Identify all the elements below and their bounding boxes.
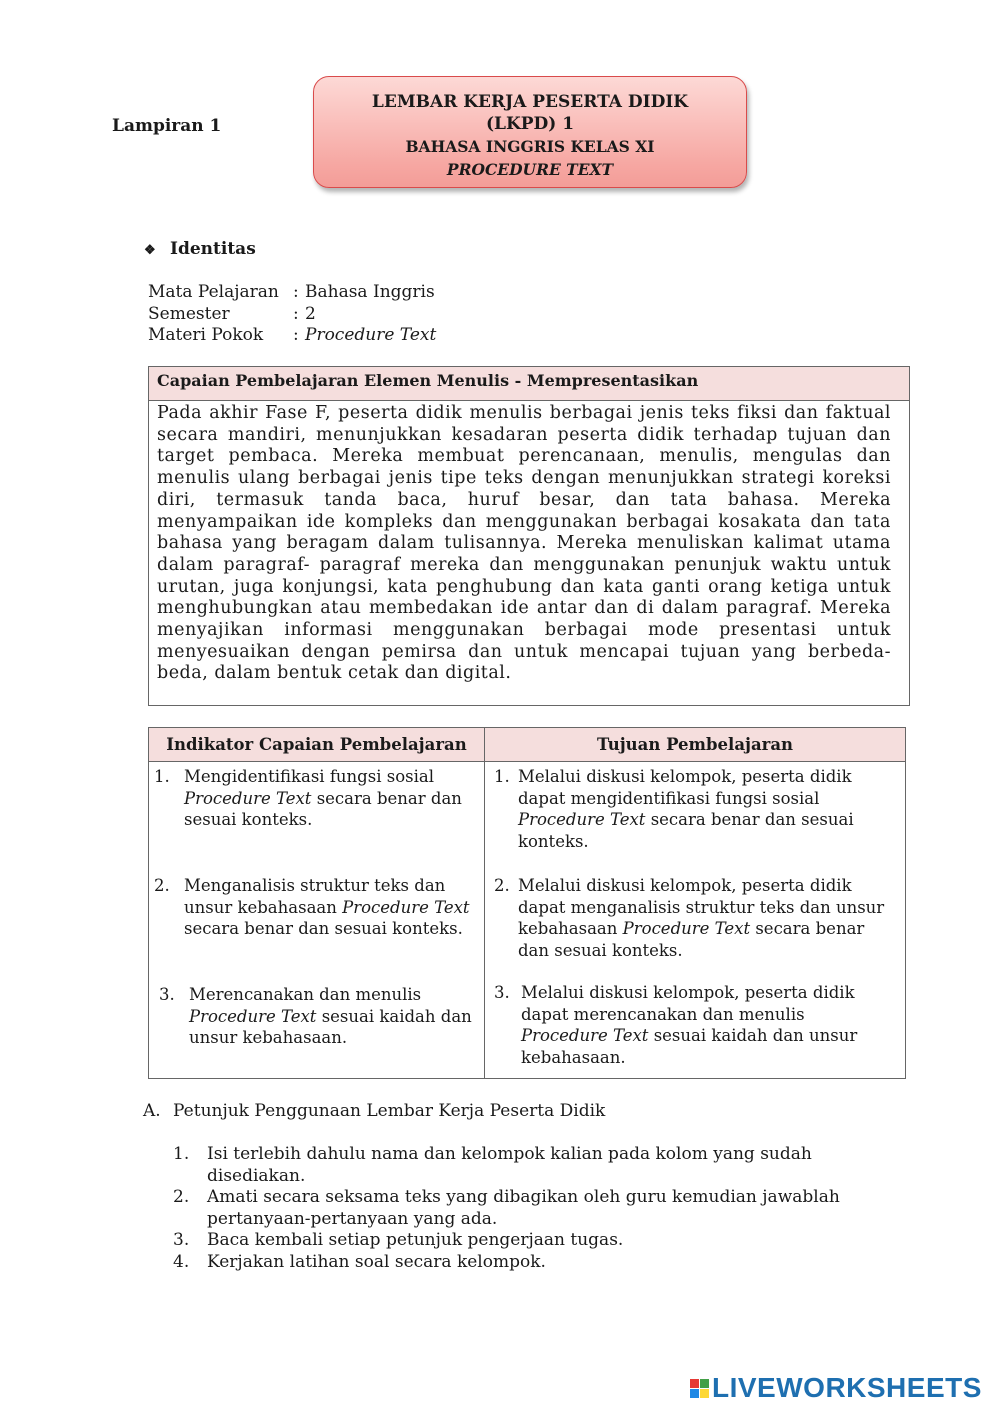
title-line-4: PROCEDURE TEXT: [446, 160, 614, 179]
list-item: [173, 1144, 853, 1187]
capaian-box: [148, 366, 910, 706]
section-number: A.: [143, 1101, 161, 1121]
list-item: [173, 1230, 873, 1252]
capaian-heading: Capaian Pembelajaran Elemen Menulis - Mempresentasikan: [149, 367, 909, 401]
lampiran-label: Lampiran 1: [112, 116, 222, 136]
capaian-body: Pada akhir Fase F, peserta didik menulis berbagai jenis teks fiksi dan faktual secara mandiri, menunjukkan kesadaran peserta didik terhadap tujuan dan target pembaca. Mereka membuat perencanaan, menulis, mengulas dan menulis ulang berbagai jenis tipe teks dengan menunjukkan strategi koreksi diri, termasuk tanda baca, huruf besar, dan tata bahasa. Mereka menyampaikan ide kompleks dan menggunakan berbagai kosakata dan tata bahasa yang beragam dalam tulisannya. Mereka menuliskan kalimat utama dalam paragraf- paragraf mereka dan menggunakan penunjuk waktu untuk urutan, juga konjungsi, kata penghubung dan kata ganti orang ketiga untuk menghubungkan atau membedakan ide antar dan di dalam paragraf. Mereka menyajikan informasi menggunakan berbagai mode presentasi untuk menyesuaikan dengan pemirsa dan untuk mencapai tujuan yang berbeda-beda, dalam bentuk cetak dan digital.: [157, 403, 891, 684]
logo-square: [690, 1389, 699, 1398]
list-item: [494, 766, 891, 875]
item-number: 3.: [494, 983, 510, 1002]
title-line-2: (LKPD) 1: [485, 114, 575, 134]
info-row: [148, 325, 436, 347]
item-text: Amati secara seksama teks yang dibagikan oleh guru kemudian jawablah pertanyaan-pertanyaan yang ada.: [207, 1187, 840, 1229]
petunjuk-list: [173, 1144, 873, 1273]
logo-square: [690, 1379, 699, 1388]
info-value: 2: [305, 303, 316, 324]
item-text: Kerjakan latihan soal secara kelompok.: [207, 1251, 546, 1272]
liveworksheets-logo: [690, 1372, 982, 1404]
item-number: 1.: [154, 767, 170, 786]
info-label: Materi Pokok: [148, 325, 264, 345]
item-text: Baca kembali setiap petunjuk pengerjaan tugas.: [207, 1230, 624, 1250]
tujuan-header: Tujuan Pembelajaran: [485, 728, 906, 762]
item-text: Menganalisis struktur teks dan unsur kebahasaan Procedure Text secara benar dan sesuai konteks.: [184, 876, 470, 938]
petunjuk-heading: [143, 1101, 873, 1121]
indikator-header: Indikator Capaian Pembelajaran: [149, 728, 485, 762]
list-item: [154, 875, 474, 984]
item-text: Mengidentifikasi fungsi sosial Procedure Text secara benar dan sesuai konteks.: [184, 767, 462, 829]
title-line-1: LEMBAR KERJA PESERTA DIDIK: [371, 92, 689, 112]
list-item: [154, 766, 474, 875]
info-separator: :: [293, 282, 299, 302]
info-separator: :: [293, 303, 299, 324]
identitas-heading: [144, 239, 256, 259]
item-text: Melalui diskusi kelompok, peserta didik dapat menganalisis struktur teks dan unsur kebahasaan Procedure Text secara benar dan sesuai konteks.: [518, 876, 885, 960]
item-number: 2.: [494, 876, 510, 895]
item-number: 3.: [159, 985, 175, 1004]
list-item: [494, 875, 891, 982]
identitas-info: [148, 282, 436, 347]
liveworksheets-logo-icon: [690, 1379, 709, 1398]
list-item: [494, 982, 891, 1068]
diamond-bullet-icon: ❖: [144, 243, 156, 258]
item-text: Melalui diskusi kelompok, peserta didik dapat merencanakan dan menulis Procedure Text sesuai kaidah dan unsur kebahasaan.: [521, 983, 858, 1067]
identitas-heading-text: Identitas: [170, 239, 256, 259]
info-value: Bahasa Inggris: [305, 282, 435, 302]
item-text: Merencanakan dan menulis Procedure Text sesuai kaidah dan unsur kebahasaan.: [189, 985, 472, 1047]
liveworksheets-logo-text: LIVEWORKSHEETS: [712, 1372, 982, 1403]
item-number: 3.: [173, 1230, 190, 1250]
info-label: Semester: [148, 303, 230, 324]
indikator-cell: [149, 762, 485, 1079]
item-number: 2.: [154, 876, 170, 895]
item-text: Isi terlebih dahulu nama dan kelompok kalian pada kolom yang sudah disediakan.: [207, 1144, 812, 1186]
indikator-tujuan-table: [148, 727, 906, 1079]
info-label: Mata Pelajaran: [148, 282, 279, 302]
tujuan-cell: [485, 762, 906, 1079]
item-number: 2.: [173, 1187, 190, 1207]
item-number: 1.: [494, 767, 510, 786]
item-text: Melalui diskusi kelompok, peserta didik dapat mengidentifikasi fungsi sosial Procedure Text secara benar dan sesuai konteks.: [518, 767, 854, 851]
info-row: [148, 282, 436, 304]
list-item: [173, 1252, 873, 1274]
list-item: [154, 984, 474, 1049]
title-box: [313, 76, 747, 188]
title-line-3: BAHASA INGGRIS KELAS XI: [405, 137, 655, 156]
logo-square: [700, 1379, 709, 1388]
petunjuk-heading-text: Petunjuk Penggunaan Lembar Kerja Peserta Didik: [173, 1101, 606, 1121]
info-separator: :: [293, 325, 299, 345]
list-item: [173, 1187, 873, 1230]
logo-square: [700, 1389, 709, 1398]
item-number: 1.: [173, 1144, 190, 1164]
item-number: 4.: [173, 1251, 190, 1272]
info-row: [148, 304, 436, 326]
info-value: Procedure Text: [305, 325, 437, 345]
petunjuk-section: [143, 1101, 873, 1273]
